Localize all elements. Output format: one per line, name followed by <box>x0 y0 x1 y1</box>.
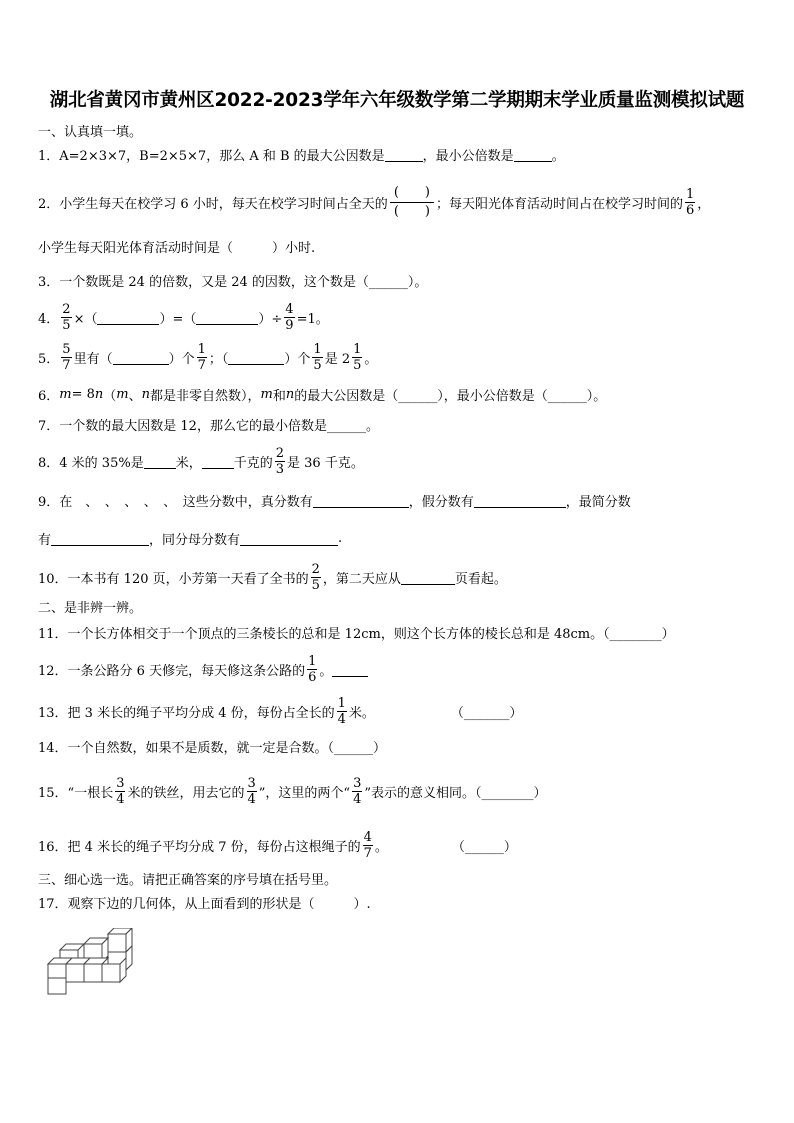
q13-text: 13．把 3 米长的绳子平均分成 4 份，每份占全长的 <box>38 705 335 721</box>
section-heading-fill-in: 一、认真填一填。 <box>38 124 143 140</box>
q5-text-6: 。 <box>364 351 378 367</box>
cube-solid-figure <box>42 928 138 1000</box>
q2-fraction: $\frac{1}{6}$ <box>685 186 695 218</box>
q12-text: 12．一条公路分 6 天修完，每天修这条公路的 <box>38 663 306 679</box>
question-11: 11．一个长方体相交于一个顶点的三条棱长的总和是 12cm，则这个长方体的棱长总和是 48cm。（________） <box>38 626 675 642</box>
section-heading-choice: 三、细心选一选。请把正确答案的序号填在括号里。 <box>38 872 338 888</box>
q1-text-3: 。 <box>551 148 565 164</box>
q13-answer-paren[interactable]: （_______） <box>450 705 523 721</box>
q12-blank[interactable] <box>332 662 368 677</box>
q6-text: （ <box>103 388 117 404</box>
section-heading-true-false: 二、是非辨一辨。 <box>38 600 143 616</box>
question-8 <box>38 446 364 476</box>
q5-text-4: ）个 <box>284 351 311 367</box>
question-13 <box>38 696 522 726</box>
q1-blank-gcd[interactable] <box>385 147 423 162</box>
q8-text-4: 是 36 千克。 <box>287 455 364 471</box>
question-4 <box>38 302 329 332</box>
question-16 <box>38 828 517 862</box>
page-title: 湖北省黄冈市黄州区2022-2023学年六年级数学第二学期期末学业质量监测模拟试题 <box>49 90 745 111</box>
q5-fraction-4: $\frac{1}{5}$ <box>353 341 362 373</box>
q8-text-2: 米， <box>175 455 202 471</box>
q9-text: 9．在 、 、 、 、 、 这些分数中，真分数有 <box>38 494 313 510</box>
q12-fraction: $\frac{1}{6}$ <box>308 653 317 685</box>
q16-fraction: $\frac{4}{7}$ <box>363 829 372 861</box>
q9-text-5: ，同分母分数有 <box>149 532 241 548</box>
question-2 <box>38 186 710 218</box>
q8-fraction: $\frac{2}{3}$ <box>275 445 285 477</box>
q9-blank-proper[interactable] <box>313 493 409 508</box>
q8-text-3: 千克的 <box>233 455 273 471</box>
q16-answer-paren[interactable]: （______） <box>451 839 517 855</box>
q15-fraction-3: $\frac{3}{4}$ <box>353 775 362 807</box>
question-2-line-2: 小学生每天阳光体育活动时间是（ ）小时. <box>38 240 316 256</box>
q12-text-2: 。 <box>319 663 333 679</box>
q4-text-2: ）=（ <box>159 311 197 327</box>
q5-text-2: ）个 <box>168 351 195 367</box>
q13-fraction: $\frac{1}{4}$ <box>337 695 346 727</box>
q4-text: ×（ <box>73 311 98 327</box>
q5-number: 5． <box>38 351 60 367</box>
q15-text-3: ”，这里的两个“ <box>258 785 351 801</box>
q4-blank-1[interactable] <box>97 310 159 325</box>
q15-text: 15．“一根长 <box>38 785 114 801</box>
q6-var-m3: m <box>260 386 273 402</box>
q5-text-3: ；（ <box>208 351 229 367</box>
q15-fraction-1: $\frac{3}{4}$ <box>116 775 125 807</box>
q9-blank-improper[interactable] <box>474 493 566 508</box>
q1-text: 1．A=2×3×7，B=2×5×7，那么 A 和 B 的最大公因数是 <box>38 148 385 164</box>
question-5 <box>38 342 377 372</box>
question-10 <box>38 562 507 592</box>
q5-fraction-1: $\frac{5}{7}$ <box>62 341 71 373</box>
q10-fraction: $\frac{2}{5}$ <box>311 561 320 593</box>
cube <box>102 964 120 982</box>
q6-text-4: 和 <box>272 388 286 404</box>
q6-var-n: n <box>94 386 104 402</box>
question-9-line-2 <box>38 526 342 550</box>
cube <box>66 964 84 982</box>
q8-text: 8．4 米的 35%是 <box>38 455 144 471</box>
q6-var-n2: n <box>141 386 151 402</box>
question-15 <box>38 774 547 808</box>
q2-answer-fraction[interactable]: $\frac{( )}{( )}$ <box>390 184 434 221</box>
q4-text-4: =1。 <box>296 311 329 327</box>
q5-text: 里有（ <box>73 351 113 367</box>
q10-text-2: ，第二天应从 <box>322 571 401 587</box>
q6-var-n3: n <box>285 386 295 402</box>
q15-text-2: 米的铁丝，用去它的 <box>127 785 245 801</box>
q5-fraction-3: $\frac{1}{5}$ <box>313 341 322 373</box>
cube <box>48 978 66 994</box>
question-14: 14．一个自然数，如果不是质数，就一定是合数。（______） <box>38 740 387 756</box>
q15-fraction-2: $\frac{3}{4}$ <box>247 775 256 807</box>
question-17: 17．观察下边的几何体，从上面看到的形状是（ ）. <box>38 896 371 912</box>
q4-number: 4． <box>38 311 60 327</box>
q6-var-m: m <box>59 386 72 402</box>
question-1 <box>38 142 565 166</box>
cube <box>84 964 102 982</box>
cube <box>108 934 126 952</box>
q5-fraction-2: $\frac{1}{7}$ <box>197 341 206 373</box>
q4-blank-2[interactable] <box>196 310 258 325</box>
q4-fraction-1: $\frac{2}{5}$ <box>62 301 71 333</box>
q9-text-2: ，假分数有 <box>408 494 474 510</box>
q13-text-2: 米。 <box>348 705 375 721</box>
question-6 <box>38 382 606 406</box>
q2-text: 2．小学生每天在校学习 6 小时，每天在校学习时间占全天的 <box>38 196 388 212</box>
q9-blank-simplest[interactable] <box>51 531 149 546</box>
q1-text-2: ，最小公倍数是 <box>422 148 514 164</box>
q4-text-3: ）÷ <box>258 311 283 327</box>
q9-text-3: ，最简分数 <box>565 494 631 510</box>
q5-blank-2[interactable] <box>228 350 284 365</box>
q10-text-3: 页看起。 <box>454 571 507 587</box>
question-12 <box>38 654 368 684</box>
question-9 <box>38 488 631 512</box>
q2-text-3: ， <box>697 196 711 212</box>
q8-blank-2[interactable] <box>202 454 234 469</box>
q6-eq: = 8 <box>71 386 95 402</box>
q5-text-5: 是 2 <box>324 351 351 367</box>
cube-top <box>60 944 84 950</box>
question-7: 7．一个数的最大因数是 12，那么它的最小倍数是______。 <box>38 418 379 434</box>
q6-text-2: 、 <box>128 388 142 404</box>
q6-text-3: 都是非零自然数）， <box>150 388 261 404</box>
cube-solid-figure-drawing <box>42 928 138 996</box>
q15-text-4: ”表示的意义相同。（________） <box>364 785 547 801</box>
q1-blank-lcm[interactable] <box>514 147 552 162</box>
q9-text-6: . <box>338 530 343 546</box>
q6-number: 6． <box>38 388 60 404</box>
q10-text: 10．一本书有 120 页，小芳第一天看了全书的 <box>38 571 309 587</box>
q16-text: 16．把 4 米长的绳子平均分成 7 份，每份占这根绳子的 <box>38 839 361 855</box>
q6-var-m2: m <box>116 386 129 402</box>
q9-text-4: 有 <box>38 532 52 548</box>
q9-blank-same-denominator[interactable] <box>240 531 338 546</box>
q2-text-2: ；每天阳光体育活动时间占在校学习时间的 <box>435 196 683 212</box>
q8-blank-1[interactable] <box>144 454 176 469</box>
question-3: 3．一个数既是 24 的倍数，又是 24 的因数，这个数是（______）。 <box>38 274 428 290</box>
q16-text-2: 。 <box>374 839 388 855</box>
q10-blank[interactable] <box>401 570 455 585</box>
q4-fraction-2: $\frac{4}{9}$ <box>285 301 294 333</box>
q5-blank-1[interactable] <box>113 350 169 365</box>
q6-text-5: 的最大公因数是（______），最小公倍数是（______）。 <box>294 388 607 404</box>
